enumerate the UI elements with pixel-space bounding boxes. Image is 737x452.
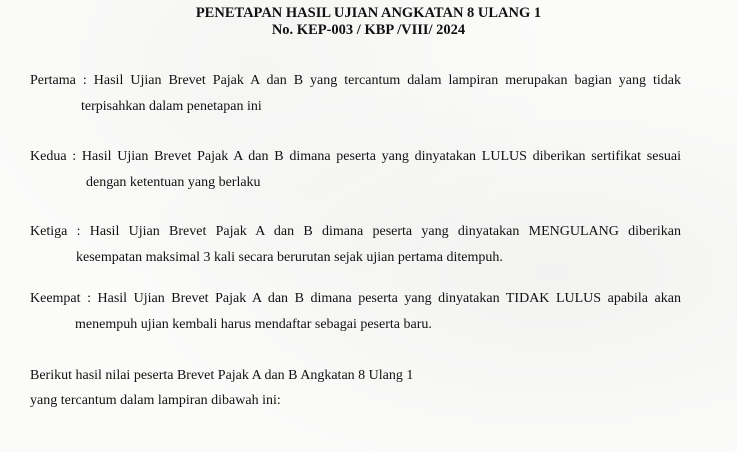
item-pertama-line1: Pertama : Hasil Ujian Brevet Pajak A dan B yang tercantum dalam lampiran merupakan bagian yang tidak bbox=[30, 73, 681, 88]
item-ketiga-line2: kesempatan maksimal 3 kali secara berurutan sejak ujian pertama ditempuh. bbox=[76, 250, 503, 265]
intro-line-2: yang tercantum dalam lampiran dibawah ini: bbox=[30, 393, 281, 408]
item-pertama-line2: terpisahkan dalam penetapan ini bbox=[81, 99, 262, 114]
document-title: PENETAPAN HASIL UJIAN ANGKATAN 8 ULANG 1 bbox=[195, 5, 542, 21]
item-kedua-line1: Kedua : Hasil Ujian Brevet Pajak A dan B dimana peserta yang dinyatakan LULUS diberikan sertifikat sesuai bbox=[30, 149, 681, 164]
item-keempat-line2: menempuh ujian kembali harus mendaftar sebagai peserta baru. bbox=[75, 317, 432, 332]
item-kedua-line2: dengan ketentuan yang berlaku bbox=[86, 175, 261, 190]
intro-line-1: Berikut hasil nilai peserta Brevet Pajak A dan B Angkatan 8 Ulang 1 bbox=[30, 368, 414, 383]
item-ketiga-line1: Ketiga : Hasil Ujian Brevet Pajak A dan B dimana peserta yang dinyatakan MENGULANG diberikan bbox=[30, 224, 681, 239]
decree-number: No. KEP-003 / KBP /VIII/ 2024 bbox=[271, 22, 466, 38]
item-kedua bbox=[30, 144, 681, 196]
item-keempat bbox=[30, 286, 681, 338]
item-ketiga bbox=[30, 219, 681, 271]
item-pertama bbox=[30, 68, 681, 120]
item-keempat-line1: Keempat : Hasil Ujian Brevet Pajak A dan B dimana peserta yang dinyatakan TIDAK LULUS apabila akan bbox=[30, 291, 681, 306]
